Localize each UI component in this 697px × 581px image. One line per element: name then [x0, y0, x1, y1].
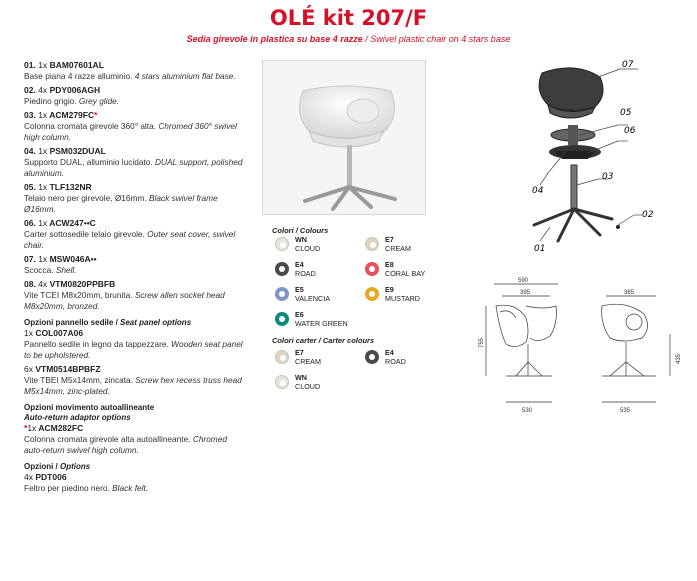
part-code: 6x VTM0514BPBFZ: [24, 364, 101, 374]
color-name: E8 CORAL BAY: [385, 260, 426, 278]
seat-options-heading: Opzioni pannello sedile / Seat panel options: [24, 318, 192, 327]
other-options-heading: Opzioni / Options: [24, 462, 91, 471]
color-name: E4 ROAD: [385, 348, 406, 366]
colours-heading: Colori / Colours: [272, 226, 329, 235]
part-label-05: 05: [620, 108, 632, 118]
color-swatch: [275, 312, 289, 326]
part-description: Pannello sedile in legno da tappezzare. Wooden seat panel to be upholstered.: [24, 339, 243, 360]
part-description: Piedino grigio. Grey glide.: [24, 96, 120, 106]
part-label-06: 06: [624, 126, 636, 136]
color-swatch: [275, 287, 289, 301]
color-name: E7 CREAM: [385, 235, 411, 253]
dim-width-total: 590: [518, 278, 529, 284]
part-description: Scocca. Shell.: [24, 265, 77, 275]
part-item: [24, 146, 244, 179]
color-swatch: [365, 350, 379, 364]
part-item: [24, 472, 244, 494]
part-code: 4x PDT006: [24, 472, 67, 482]
carter-colours-heading: Colori carter / Carter colours: [272, 336, 375, 345]
color-swatch: [275, 350, 289, 364]
product-photo: [262, 60, 426, 215]
part-item: [24, 328, 244, 361]
part-description: Feltro per piedino nero. Black felt.: [24, 483, 149, 493]
part-label-01: 01: [534, 244, 546, 254]
part-item: [24, 423, 244, 456]
part-description: Telaio nero per girevole, Ø16mm. Black swivel frame Ø16mm.: [24, 193, 218, 214]
dimension-drawing: [479, 272, 686, 422]
color-name: E5 VALENCIA: [295, 285, 331, 303]
part-description: Colonna cromata girevole alta autoallineante. Chromed auto-return swivel high column.: [24, 434, 227, 455]
part-code: *1x ACM282FC: [24, 423, 84, 433]
part-label-04: 04: [532, 186, 544, 196]
part-code: 01. 1x BAM07601AL: [24, 60, 104, 70]
part-code: 07. 1x MSW046A••: [24, 254, 97, 264]
color-name: WN CLOUD: [295, 235, 321, 253]
part-item: [24, 182, 244, 215]
dim-width-seat: 395: [520, 290, 531, 296]
carter-colours-section: [272, 336, 374, 345]
color-name: E6 WATER GREEN: [295, 310, 348, 328]
part-description: Base piana 4 razze alluminio. 4 stars aluminium flat base.: [24, 71, 236, 81]
page-title: OLÉ kit 207/F: [269, 6, 428, 30]
parts-list: [24, 60, 244, 497]
part-label-02: 02: [642, 210, 654, 220]
dim-arm: 365: [624, 290, 635, 296]
part-label-03: 03: [602, 172, 614, 182]
part-item: [24, 218, 244, 251]
page-subtitle: Sedia girevole in plastica su base 4 razze / Swivel plastic chair on 4 stars base: [186, 34, 511, 44]
color-name: WN CLOUD: [295, 373, 321, 391]
dim-base-front: 530: [522, 408, 533, 414]
part-item: [24, 110, 244, 143]
part-code: 05. 1x TLF132NR: [24, 182, 92, 192]
color-swatch: [275, 237, 289, 251]
part-item: [24, 279, 244, 312]
exploded-diagram: [430, 55, 690, 260]
part-description: Carter sottosedile telaio girevole. Outer seat cover, swivel chair.: [24, 229, 236, 250]
part-code: 06. 1x ACW247••C: [24, 218, 96, 228]
part-description: Vite TBEI M5x14mm, zincata. Screw hex recess truss head M5x14mm, zinc-plated.: [24, 375, 242, 396]
color-name: E7 CREAM: [295, 348, 321, 366]
part-code: 04. 1x PSM032DUAL: [24, 146, 106, 156]
color-swatch: [365, 237, 379, 251]
dim-seat-height: 435: [676, 353, 682, 364]
part-item: [24, 85, 244, 107]
color-name: E4 ROAD: [295, 260, 316, 278]
part-item: [24, 60, 244, 82]
color-swatch: [365, 287, 379, 301]
color-swatch: [365, 262, 379, 276]
dim-height: 755: [479, 337, 485, 348]
part-code: 03. 1x ACM279FC*: [24, 110, 98, 120]
move-options-heading: Opzioni movimento autoallineante Auto-return adaptor options: [24, 403, 155, 422]
part-description: Supporto DUAL, alluminio lucidato. DUAL support, polished aluminium.: [24, 157, 243, 178]
part-description: Colonna cromata girevole 360° alta. Chromed 360° swivel high column.: [24, 121, 237, 142]
part-code: 02. 4x PDY006AGH: [24, 85, 101, 95]
dim-base-side: 535: [620, 408, 631, 414]
color-swatch: [275, 375, 289, 389]
color-swatch: [275, 262, 289, 276]
part-item: [24, 254, 244, 276]
part-code: 08. 4x VTM0820PPBFB: [24, 279, 116, 289]
part-label-07: 07: [622, 60, 634, 70]
part-code: 1x COL007A06: [24, 328, 84, 338]
part-description: Vite TCEI M8x20mm, brunita. Screw allen socket head M8x20mm, bronzed.: [24, 290, 225, 311]
part-item: [24, 364, 244, 397]
colours-section: [272, 226, 328, 235]
color-name: E9 MUSTARD: [385, 285, 421, 303]
